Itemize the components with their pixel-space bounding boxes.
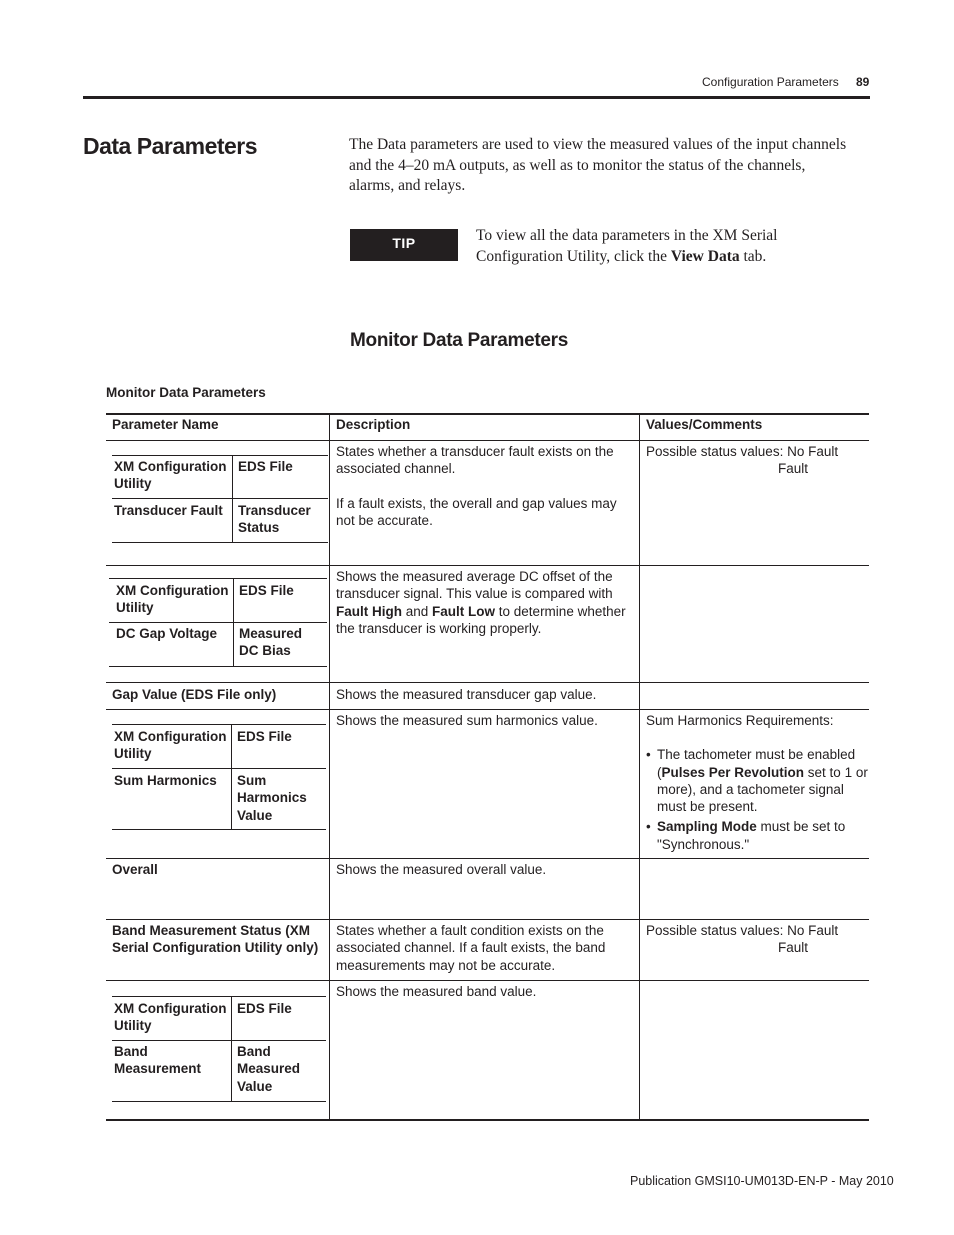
description-cell: Shows the measured sum harmonics value. xyxy=(336,713,598,728)
description-cell: States whether a fault condition exists on the associated channel. If a fault exists, the band measurements may not be accurate. xyxy=(336,923,606,973)
parameter-name-cell: Overall xyxy=(112,862,158,877)
row-divider xyxy=(106,919,869,920)
row-divider xyxy=(106,565,869,566)
values-cell: Sum Harmonics Requirements: • The tachometer must be enabled (Pulses Per Revolution set to 1 or more), and a tachometer signal must be present. • Sampling Mode must be set to "Synchronous." xyxy=(646,712,868,853)
sub-header-eds-file: EDS File xyxy=(239,583,294,598)
eds-parameter-name: Measured DC Bias xyxy=(239,626,303,659)
table-caption: Monitor Data Parameters xyxy=(106,385,266,400)
description-cell: States whether a transducer fault exists on the associated channel. If a fault exists, the overall and gap values may not be accurate. xyxy=(336,444,617,528)
description-cell: Shows the measured transducer gap value. xyxy=(336,687,597,702)
tip-text: To view all the data parameters in the XM Serial Configuration Utility, click the View Data tab. xyxy=(476,227,778,265)
xm-parameter-name: Band Measurement xyxy=(114,1044,202,1077)
description-cell: Shows the measured average DC offset of the transducer signal. This value is compared with Fault High and Fault Low to determine whether the transducer is working properly. xyxy=(336,569,626,636)
values-cell: Possible status values: No Fault Fault xyxy=(646,444,839,477)
eds-parameter-name: Band Measured Value xyxy=(237,1044,301,1094)
sub-header-xm-utility: XM Configuration Utility xyxy=(114,1001,227,1034)
requirement-bullet: • Sampling Mode must be set to "Synchronous." xyxy=(646,818,868,853)
row-divider xyxy=(106,682,869,683)
row-divider xyxy=(106,980,869,981)
column-header-description: Description xyxy=(336,417,411,432)
column-header-parameter-name: Parameter Name xyxy=(112,417,219,432)
parameter-name-cell: Band Measurement Status (XM Serial Configuration Utility only) xyxy=(112,923,319,956)
row-divider xyxy=(106,709,869,710)
table-bottom-rule xyxy=(106,1119,869,1121)
sub-header-xm-utility: XM Configuration Utility xyxy=(116,583,229,616)
parameter-name-cell: Gap Value (EDS File only) xyxy=(112,687,277,702)
eds-parameter-name: Sum Harmonics Value xyxy=(237,773,307,823)
row-divider xyxy=(106,858,869,859)
eds-parameter-name: Transducer Status xyxy=(238,503,311,536)
xm-parameter-name: Transducer Fault xyxy=(114,503,223,518)
sub-header-eds-file: EDS File xyxy=(237,1001,292,1016)
running-header-section: Configuration Parameters xyxy=(702,75,839,89)
values-cell: Possible status values: No Fault Fault xyxy=(646,923,839,956)
publication-footer: Publication GMSI10-UM013D-EN-P - May 2010 xyxy=(630,1174,894,1188)
section-title: Data Parameters xyxy=(83,133,258,159)
column-header-values-comments: Values/Comments xyxy=(646,417,763,432)
subsection-title: Monitor Data Parameters xyxy=(350,330,569,351)
xm-parameter-name: Sum Harmonics xyxy=(114,773,217,788)
column-divider xyxy=(329,413,330,1119)
description-cell: Shows the measured overall value. xyxy=(336,862,547,877)
intro-paragraph: The Data parameters are used to view the measured values of the input channels and the 4–20 mA outputs, as well as to monitor the status of the channels, alarms, and relays. xyxy=(349,136,847,194)
view-data-tab-name: View Data xyxy=(670,247,740,265)
tip-label: TIP xyxy=(350,229,458,261)
row-divider xyxy=(106,440,869,441)
header-rule xyxy=(83,96,870,99)
sub-header-xm-utility: XM Configuration Utility xyxy=(114,729,227,762)
table-top-rule xyxy=(106,413,869,415)
sub-header-eds-file: EDS File xyxy=(237,729,292,744)
requirement-bullet: • The tachometer must be enabled (Pulses Per Revolution set to 1 or more), and a tachometer signal must be present. xyxy=(646,746,868,815)
xm-parameter-name: DC Gap Voltage xyxy=(116,626,218,641)
sub-header-eds-file: EDS File xyxy=(238,459,293,474)
column-divider xyxy=(639,413,640,1119)
description-cell: Shows the measured band value. xyxy=(336,984,537,999)
sub-header-xm-utility: XM Configuration Utility xyxy=(114,459,227,492)
page-number: 89 xyxy=(856,75,870,89)
